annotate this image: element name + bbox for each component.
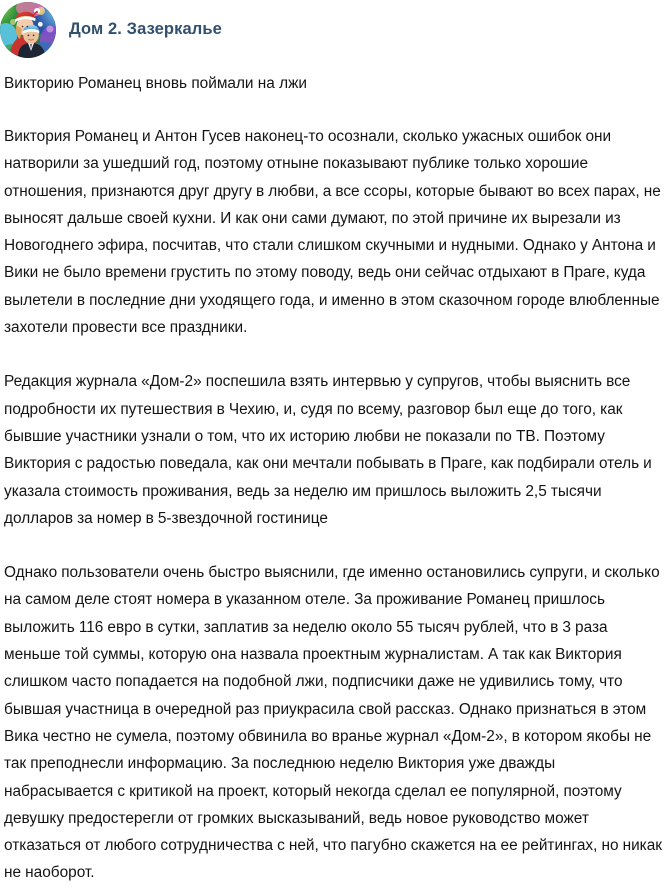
article-paragraph: Редакция журнала «Дом-2» поспешила взять интервью у супругов, чтобы выяснить все подробности их путешествия в Чехию, и, судя по всему, разговор был еще до того, как бывшие участники узнали о том, что их историю любви не показали по ТВ. Поэтому Виктория с радостью поведала, как они мечтали побывать в Праге, как подбирали отель и указала стоимость проживания, ведь за неделю им пришлось выложить 2,5 тысячи долларов за номер в 5-звездочной гостинице xyxy=(4,373,652,527)
article-paragraph: Виктория Романец и Антон Гусев наконец-то осознали, сколько ужасных ошибок они натворили за ушедший год, поэтому отныне показывают публике только хорошие отношения, признаются друг другу в любви, а все ссоры, которые бывают во всех парах, не выносят дальше своей кухни. И как они сами думают, по этой причине их вырезали из Новогоднего эфира, посчитав, что стали слишком скучными и нудными. Однако у Антона и Вики не было времени грустить по этому поводу, ведь они сейчас отдыхают в Праге, куда вылетели в последние дни уходящего года, и именно в этом сказочном городе влюбленные захотели провести все праздники. xyxy=(4,128,661,337)
article-paragraph: Однако пользователи очень быстро выяснили, где именно остановились супруги, и сколько на самом деле стоят номера в указанном отеле. За проживание Романец пришлось выложить 116 евро в сутки, заплатив за неделю около 55 тысяч рублей, что в 3 раза меньше той суммы, которую она назвала проектным журналистам. А так как Виктория слишком часто попадается на подобной лжи, подписчики даже не удивились тому, что бывшая участница в очередной раз приукрасила свой рассказ. Однако признаться в этом Вика честно не сумела, поэтому обвинила во вранье журнал «Дом-2», в котором якобы не так преподнесли информацию. За последнюю неделю Виктория уже дважды набрасывается с критикой на проект, который некогда сделал ее популярной, поэтому девушку предостерегли от громких высказываний, ведь новое руководство может отказаться от любого сотрудничества с ней, что пагубно скажется на ее рейтингах, но никак не наоборот. xyxy=(4,564,663,882)
avatar[interactable] xyxy=(0,2,56,58)
channel-title[interactable]: Дом 2. Зазеркалье xyxy=(69,19,222,38)
post-header xyxy=(0,0,670,58)
article-body xyxy=(4,123,664,887)
article xyxy=(0,71,670,887)
article-headline: Викторию Романец вновь поймали на лжи xyxy=(4,75,308,92)
avatar-image xyxy=(0,2,56,58)
